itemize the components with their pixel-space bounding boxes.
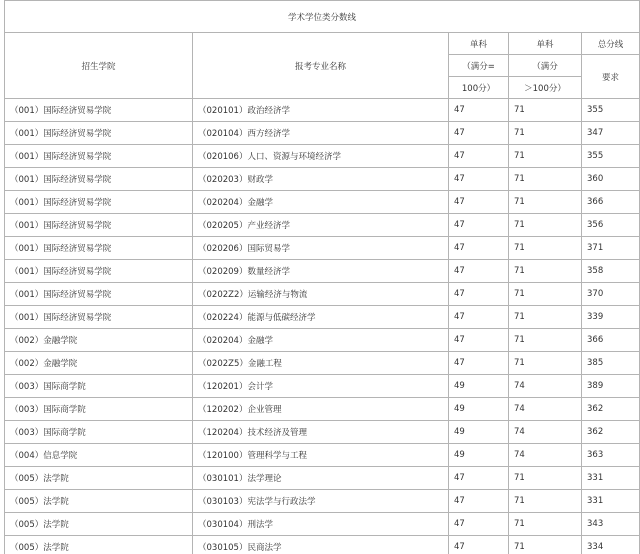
cell-total-score: 371	[582, 237, 640, 260]
cell-total-score: 362	[582, 421, 640, 444]
title-row	[5, 1, 640, 33]
cell-total-score: 343	[582, 513, 640, 536]
table-row	[5, 421, 640, 444]
cell-single-score-over100: 71	[509, 237, 582, 260]
cell-school: （005）法学院	[5, 536, 193, 554]
cell-school: （001）国际经济贸易学院	[5, 260, 193, 283]
cell-major: （030104）刑法学	[193, 513, 449, 536]
cell-single-score-over100: 71	[509, 168, 582, 191]
cell-single-score-100: 47	[449, 306, 509, 329]
table-row	[5, 237, 640, 260]
table-row	[5, 122, 640, 145]
cell-single-score-100: 47	[449, 122, 509, 145]
header-school: 招生学院	[5, 33, 193, 99]
cell-school: （001）国际经济贸易学院	[5, 99, 193, 122]
table-row	[5, 513, 640, 536]
table-row	[5, 306, 640, 329]
cell-single-score-100: 47	[449, 513, 509, 536]
cell-single-score-over100: 71	[509, 260, 582, 283]
header-single-a-line3: 100分）	[449, 77, 509, 99]
cell-total-score: 360	[582, 168, 640, 191]
table-row	[5, 99, 640, 122]
table-row	[5, 168, 640, 191]
cell-total-score: 331	[582, 490, 640, 513]
table-row	[5, 214, 640, 237]
cell-total-score: 339	[582, 306, 640, 329]
header-single-a-line1: 单科	[449, 33, 509, 55]
cell-school: （003）国际商学院	[5, 375, 193, 398]
cell-major: （030105）民商法学	[193, 536, 449, 554]
cell-total-score: 356	[582, 214, 640, 237]
cell-single-score-100: 47	[449, 352, 509, 375]
cell-school: （002）金融学院	[5, 352, 193, 375]
cell-total-score: 385	[582, 352, 640, 375]
header-single-b-line2: （满分	[509, 55, 582, 77]
cell-school: （001）国际经济贸易学院	[5, 122, 193, 145]
cell-single-score-100: 47	[449, 145, 509, 168]
table-row	[5, 375, 640, 398]
cell-major: （020209）数量经济学	[193, 260, 449, 283]
cell-major: （020204）金融学	[193, 329, 449, 352]
cell-single-score-over100: 71	[509, 122, 582, 145]
cell-single-score-100: 47	[449, 490, 509, 513]
cell-single-score-100: 47	[449, 467, 509, 490]
cell-single-score-over100: 74	[509, 421, 582, 444]
header-total-line2: 要求	[582, 55, 640, 99]
cell-major: （020204）金融学	[193, 191, 449, 214]
cell-major: （120201）会计学	[193, 375, 449, 398]
cell-single-score-over100: 71	[509, 329, 582, 352]
cell-school: （002）金融学院	[5, 329, 193, 352]
cell-school: （003）国际商学院	[5, 398, 193, 421]
cell-total-score: 389	[582, 375, 640, 398]
cell-major: （020104）西方经济学	[193, 122, 449, 145]
cell-school: （005）法学院	[5, 467, 193, 490]
table-row	[5, 467, 640, 490]
header-single-b-line3: ＞100分）	[509, 77, 582, 99]
cell-total-score: 366	[582, 329, 640, 352]
cell-total-score: 355	[582, 99, 640, 122]
cell-major: （120202）企业管理	[193, 398, 449, 421]
score-line-table	[4, 0, 640, 554]
table-row	[5, 283, 640, 306]
cell-school: （005）法学院	[5, 513, 193, 536]
cell-single-score-over100: 71	[509, 99, 582, 122]
cell-single-score-over100: 71	[509, 467, 582, 490]
cell-school: （001）国际经济贸易学院	[5, 191, 193, 214]
cell-single-score-100: 47	[449, 214, 509, 237]
cell-single-score-100: 47	[449, 283, 509, 306]
cell-single-score-over100: 71	[509, 490, 582, 513]
cell-major: （0202Z5）金融工程	[193, 352, 449, 375]
cell-major: （020224）能源与低碳经济学	[193, 306, 449, 329]
cell-single-score-over100: 71	[509, 352, 582, 375]
cell-school: （001）国际经济贸易学院	[5, 145, 193, 168]
cell-school: （001）国际经济贸易学院	[5, 306, 193, 329]
table-row	[5, 145, 640, 168]
cell-major: （120204）技术经济及管理	[193, 421, 449, 444]
cell-major: （030101）法学理论	[193, 467, 449, 490]
cell-total-score: 363	[582, 444, 640, 467]
cell-single-score-over100: 71	[509, 283, 582, 306]
table-row	[5, 398, 640, 421]
table-row	[5, 352, 640, 375]
cell-major: （020106）人口、资源与环境经济学	[193, 145, 449, 168]
cell-school: （003）国际商学院	[5, 421, 193, 444]
cell-total-score: 355	[582, 145, 640, 168]
header-row-1	[5, 33, 640, 55]
cell-single-score-over100: 71	[509, 214, 582, 237]
cell-total-score: 347	[582, 122, 640, 145]
cell-single-score-over100: 74	[509, 398, 582, 421]
cell-single-score-100: 47	[449, 99, 509, 122]
cell-school: （001）国际经济贸易学院	[5, 237, 193, 260]
table-row	[5, 260, 640, 283]
cell-total-score: 370	[582, 283, 640, 306]
cell-single-score-100: 49	[449, 421, 509, 444]
header-total-line1: 总分线	[582, 33, 640, 55]
cell-single-score-over100: 71	[509, 191, 582, 214]
cell-single-score-100: 49	[449, 375, 509, 398]
table-row	[5, 536, 640, 554]
cell-total-score: 358	[582, 260, 640, 283]
cell-single-score-over100: 71	[509, 145, 582, 168]
cell-single-score-100: 47	[449, 329, 509, 352]
cell-single-score-over100: 74	[509, 375, 582, 398]
cell-school: （005）法学院	[5, 490, 193, 513]
cell-single-score-100: 47	[449, 237, 509, 260]
cell-major: （0202Z2）运输经济与物流	[193, 283, 449, 306]
header-major: 报考专业名称	[193, 33, 449, 99]
cell-major: （020203）财政学	[193, 168, 449, 191]
cell-school: （004）信息学院	[5, 444, 193, 467]
table-row	[5, 191, 640, 214]
table-row	[5, 444, 640, 467]
cell-school: （001）国际经济贸易学院	[5, 283, 193, 306]
cell-school: （001）国际经济贸易学院	[5, 214, 193, 237]
cell-single-score-100: 47	[449, 168, 509, 191]
cell-major: （120100）管理科学与工程	[193, 444, 449, 467]
cell-single-score-100: 49	[449, 398, 509, 421]
table-row	[5, 490, 640, 513]
cell-major: （020206）国际贸易学	[193, 237, 449, 260]
cell-single-score-100: 47	[449, 536, 509, 554]
cell-single-score-over100: 71	[509, 513, 582, 536]
cell-total-score: 334	[582, 536, 640, 554]
header-single-a-line2: （满分=	[449, 55, 509, 77]
cell-total-score: 362	[582, 398, 640, 421]
cell-single-score-over100: 74	[509, 444, 582, 467]
cell-major: （020205）产业经济学	[193, 214, 449, 237]
cell-single-score-100: 49	[449, 444, 509, 467]
cell-major: （030103）宪法学与行政法学	[193, 490, 449, 513]
cell-single-score-over100: 71	[509, 536, 582, 554]
cell-single-score-100: 47	[449, 191, 509, 214]
cell-total-score: 366	[582, 191, 640, 214]
cell-total-score: 331	[582, 467, 640, 490]
cell-major: （020101）政治经济学	[193, 99, 449, 122]
table-title: 学术学位类分数线	[5, 1, 640, 33]
cell-single-score-100: 47	[449, 260, 509, 283]
cell-school: （001）国际经济贸易学院	[5, 168, 193, 191]
table-row	[5, 329, 640, 352]
cell-single-score-over100: 71	[509, 306, 582, 329]
header-single-b-line1: 单科	[509, 33, 582, 55]
